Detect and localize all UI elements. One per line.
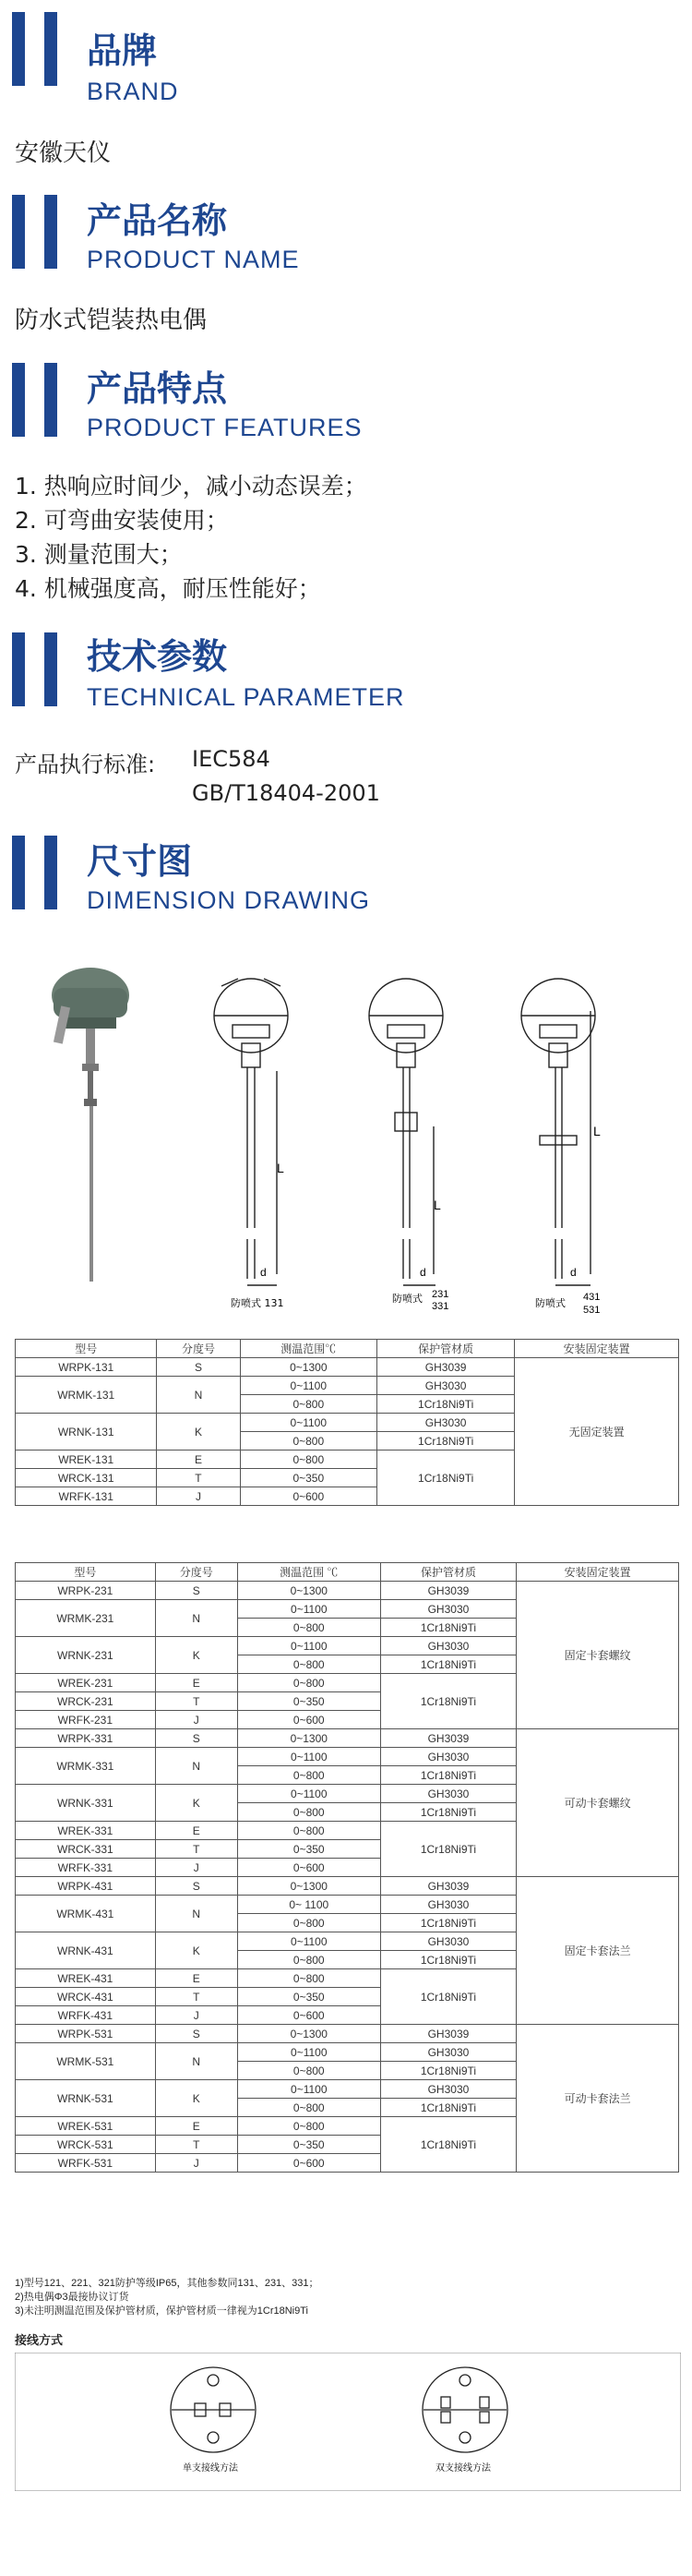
feature-list — [15, 469, 367, 606]
col-header: 保护管材质 — [380, 1563, 516, 1582]
accent-bar — [12, 836, 25, 909]
section-title-zh: 尺寸图 — [87, 841, 193, 882]
dim-label-d: d — [260, 1266, 267, 1279]
mounting-cell: 可动卡套法兰 — [517, 2025, 679, 2173]
range-cell: 0~1100 — [237, 1600, 380, 1619]
graduation-cell: E — [155, 1969, 237, 1988]
feature-item: 4. 机械强度高，耐压性能好； — [15, 575, 321, 602]
graduation-cell: T — [155, 1988, 237, 2006]
accent-bar — [44, 12, 57, 86]
drawing-231-331 — [369, 979, 443, 1285]
model-cell: WRPK-531 — [16, 2025, 156, 2043]
accent-bar — [44, 195, 57, 269]
range-cell: 0~1100 — [237, 1748, 380, 1766]
graduation-cell: N — [155, 1600, 237, 1637]
accent-bar — [44, 632, 57, 706]
range-cell: 0~1300 — [237, 1877, 380, 1896]
drawing-131 — [214, 979, 288, 1285]
spec-table-231-531 — [15, 1562, 679, 2173]
section-title-zh: 产品名称 — [87, 200, 228, 241]
model-cell: WRCK-231 — [16, 1692, 156, 1711]
material-cell: 1Cr18Ni9Ti — [380, 1674, 516, 1729]
graduation-cell: S — [155, 1877, 237, 1896]
dim-label-L: L — [593, 1124, 601, 1138]
graduation-cell: J — [155, 1711, 237, 1729]
col-header: 测温范围℃ — [240, 1340, 377, 1358]
graduation-cell: N — [157, 1377, 240, 1414]
material-cell: 1Cr18Ni9Ti — [380, 1655, 516, 1674]
drawing-caption: 防喷式 — [535, 1297, 566, 1309]
range-cell: 0~1100 — [240, 1377, 377, 1395]
material-cell: GH3030 — [380, 2043, 516, 2062]
spec-table-131 — [15, 1339, 679, 1506]
section-title-en: PRODUCT FEATURES — [87, 414, 363, 441]
material-cell: GH3030 — [377, 1377, 515, 1395]
model-cell: WRPK-431 — [16, 1877, 156, 1896]
graduation-cell: E — [157, 1451, 240, 1469]
range-cell: 0~1100 — [237, 2043, 380, 2062]
accent-bar — [12, 12, 25, 86]
range-cell: 0~600 — [237, 1711, 380, 1729]
graduation-cell: J — [155, 2154, 237, 2173]
model-cell: WRCK-531 — [16, 2136, 156, 2154]
model-cell: WRFK-131 — [16, 1487, 157, 1506]
graduation-cell: T — [155, 1692, 237, 1711]
graduation-cell: N — [155, 2043, 237, 2080]
range-cell: 0~1100 — [240, 1414, 377, 1432]
col-header: 保护管材质 — [377, 1340, 515, 1358]
dim-label-d: d — [570, 1266, 577, 1279]
range-cell: 0~1300 — [237, 2025, 380, 2043]
range-cell: 0~800 — [240, 1395, 377, 1414]
range-cell: 0~800 — [237, 2117, 380, 2136]
material-cell: GH3039 — [380, 2025, 516, 2043]
material-cell: 1Cr18Ni9Ti — [380, 1822, 516, 1877]
range-cell: 0~1100 — [237, 2080, 380, 2099]
material-cell: 1Cr18Ni9Ti — [380, 1619, 516, 1637]
range-cell: 0~600 — [237, 2154, 380, 2173]
range-cell: 0~800 — [237, 1619, 380, 1637]
drawing-caption: 331 — [432, 1301, 449, 1312]
range-cell: 0~800 — [237, 1822, 380, 1840]
graduation-cell: J — [155, 1859, 237, 1877]
table-row — [16, 1358, 679, 1377]
range-cell: 0~1100 — [237, 1785, 380, 1803]
feature-item: 2. 可弯曲安装使用； — [15, 507, 229, 534]
notes — [15, 2277, 319, 2318]
col-header: 型号 — [16, 1340, 157, 1358]
section-title-zh: 产品特点 — [87, 368, 228, 409]
feature-item: 1. 热响应时间少，减小动态误差； — [15, 473, 367, 500]
model-cell: WRFK-331 — [16, 1859, 156, 1877]
graduation-cell: K — [155, 1637, 237, 1674]
graduation-cell: T — [155, 1840, 237, 1859]
model-cell: WRNK-131 — [16, 1414, 157, 1451]
model-cell: WREK-231 — [16, 1674, 156, 1692]
accent-bar — [44, 363, 57, 437]
table-row — [16, 1582, 679, 1600]
double-wiring-drawing — [423, 2367, 507, 2452]
material-cell: 1Cr18Ni9Ti — [380, 1803, 516, 1822]
material-cell: GH3039 — [380, 1729, 516, 1748]
range-cell: 0~800 — [240, 1432, 377, 1451]
model-cell: WRFK-531 — [16, 2154, 156, 2173]
model-cell: WRPK-231 — [16, 1582, 156, 1600]
material-cell: 1Cr18Ni9Ti — [377, 1395, 515, 1414]
material-cell: 1Cr18Ni9Ti — [380, 1969, 516, 2025]
model-cell: WRCK-331 — [16, 1840, 156, 1859]
drawing-caption: 防喷式 — [392, 1293, 423, 1305]
model-cell: WREK-331 — [16, 1822, 156, 1840]
section-title-en: DIMENSION DRAWING — [87, 886, 370, 914]
graduation-cell: K — [155, 1785, 237, 1822]
model-cell: WRMK-531 — [16, 2043, 156, 2080]
model-cell: WRCK-431 — [16, 1988, 156, 2006]
section-title-en: BRAND — [87, 78, 179, 105]
material-cell: GH3039 — [377, 1358, 515, 1377]
model-cell: WRMK-431 — [16, 1896, 156, 1932]
col-header: 分度号 — [155, 1563, 237, 1582]
material-cell: 1Cr18Ni9Ti — [380, 2062, 516, 2080]
graduation-cell: N — [155, 1748, 237, 1785]
feature-item: 3. 测量范围大； — [15, 541, 183, 568]
graduation-cell: N — [155, 1896, 237, 1932]
model-cell: WRNK-531 — [16, 2080, 156, 2117]
material-cell: 1Cr18Ni9Ti — [380, 2117, 516, 2173]
material-cell: 1Cr18Ni9Ti — [377, 1432, 515, 1451]
standard-value: GB/T18404-2001 — [192, 780, 380, 806]
material-cell: 1Cr18Ni9Ti — [380, 1951, 516, 1969]
model-cell: WRMK-131 — [16, 1377, 157, 1414]
drawing-caption: 431 — [583, 1292, 601, 1303]
model-cell: WRPK-131 — [16, 1358, 157, 1377]
range-cell: 0~600 — [237, 2006, 380, 2025]
range-cell: 0~1100 — [237, 1932, 380, 1951]
range-cell: 0~800 — [237, 1766, 380, 1785]
material-cell: GH3030 — [380, 1600, 516, 1619]
standard-value: IEC584 — [192, 746, 270, 772]
range-cell: 0~600 — [240, 1487, 377, 1506]
note-item: 2)热电偶Φ3最接协议订货 — [15, 2292, 129, 2303]
material-cell: GH3030 — [380, 2080, 516, 2099]
material-cell: GH3030 — [380, 1785, 516, 1803]
dimension-drawing — [0, 951, 692, 1320]
graduation-cell: J — [155, 2006, 237, 2025]
note-item: 1)型号121、221、321防护等级IP65，其他参数同131、231、331； — [15, 2278, 319, 2289]
product-photo — [52, 968, 129, 1282]
wiring-diagram — [15, 2353, 681, 2491]
single-wiring-label: 单支接线方法 — [183, 2463, 238, 2474]
graduation-cell: S — [155, 1582, 237, 1600]
accent-bar — [12, 632, 25, 706]
drawing-431-531 — [521, 979, 595, 1285]
graduation-cell: E — [155, 2117, 237, 2136]
model-cell: WREK-531 — [16, 2117, 156, 2136]
range-cell: 0~800 — [237, 1951, 380, 1969]
section-title-zh: 品牌 — [87, 30, 158, 71]
graduation-cell: T — [155, 2136, 237, 2154]
range-cell: 0~600 — [237, 1859, 380, 1877]
range-cell: 0~800 — [237, 1655, 380, 1674]
dim-label-L: L — [434, 1198, 441, 1212]
range-cell: 0~350 — [240, 1469, 377, 1487]
model-cell: WRNK-431 — [16, 1932, 156, 1969]
graduation-cell: E — [155, 1674, 237, 1692]
range-cell: 0~1300 — [240, 1358, 377, 1377]
wiring-title: 接线方式 — [15, 2334, 64, 2348]
accent-bar — [12, 195, 25, 269]
range-cell: 0~800 — [240, 1451, 377, 1469]
range-cell: 0~800 — [237, 1914, 380, 1932]
drawing-caption: 531 — [583, 1305, 601, 1316]
col-header: 型号 — [16, 1563, 156, 1582]
model-cell: WRMK-331 — [16, 1748, 156, 1785]
section-title-en: PRODUCT NAME — [87, 246, 300, 273]
material-cell: GH3030 — [380, 1637, 516, 1655]
col-header: 安装固定装置 — [517, 1563, 679, 1582]
double-wiring-label: 双支接线方法 — [435, 2463, 491, 2474]
material-cell: 1Cr18Ni9Ti — [380, 1914, 516, 1932]
range-cell: 0~800 — [237, 2099, 380, 2117]
drawing-caption: 防喷式 131 — [231, 1297, 284, 1309]
range-cell: 0~800 — [237, 1969, 380, 1988]
range-cell: 0~ 1100 — [237, 1896, 380, 1914]
range-cell: 0~1100 — [237, 1637, 380, 1655]
graduation-cell: S — [157, 1358, 240, 1377]
mounting-cell: 固定卡套法兰 — [517, 1877, 679, 2025]
model-cell: WRCK-131 — [16, 1469, 157, 1487]
accent-bar — [12, 363, 25, 437]
graduation-cell: J — [157, 1487, 240, 1506]
table-row — [16, 1729, 679, 1748]
standard-label: 产品执行标准: — [15, 752, 156, 777]
range-cell: 0~350 — [237, 2136, 380, 2154]
material-cell: GH3039 — [380, 1582, 516, 1600]
model-cell: WRMK-231 — [16, 1600, 156, 1637]
range-cell: 0~350 — [237, 1988, 380, 2006]
graduation-cell: T — [157, 1469, 240, 1487]
range-cell: 0~1300 — [237, 1729, 380, 1748]
mounting-cell: 无固定装置 — [515, 1358, 679, 1506]
section-title-zh: 技术参数 — [87, 636, 228, 677]
graduation-cell: S — [155, 1729, 237, 1748]
material-cell: GH3039 — [380, 1877, 516, 1896]
range-cell: 0~800 — [237, 1803, 380, 1822]
col-header: 分度号 — [157, 1340, 240, 1358]
graduation-cell: K — [155, 2080, 237, 2117]
model-cell: WRNK-331 — [16, 1785, 156, 1822]
note-item: 3)未注明测温范围及保护管材质，保护管材质一律视为1Cr18Ni9Ti — [15, 2305, 308, 2317]
table-row — [16, 1877, 679, 1896]
model-cell: WREK-431 — [16, 1969, 156, 1988]
graduation-cell: K — [157, 1414, 240, 1451]
material-cell: GH3030 — [380, 1748, 516, 1766]
material-cell: GH3030 — [380, 1932, 516, 1951]
range-cell: 0~1300 — [237, 1582, 380, 1600]
dim-label-d: d — [420, 1266, 426, 1279]
material-cell: 1Cr18Ni9Ti — [380, 2099, 516, 2117]
dim-label-L: L — [277, 1161, 284, 1175]
graduation-cell: S — [155, 2025, 237, 2043]
model-cell: WRPK-331 — [16, 1729, 156, 1748]
brand-value: 安徽天仪 — [15, 139, 112, 167]
material-cell: 1Cr18Ni9Ti — [377, 1451, 515, 1506]
material-cell: GH3030 — [380, 1896, 516, 1914]
model-cell: WREK-131 — [16, 1451, 157, 1469]
section-title-en: TECHNICAL PARAMETER — [87, 683, 405, 711]
range-cell: 0~350 — [237, 1692, 380, 1711]
model-cell: WRFK-231 — [16, 1711, 156, 1729]
material-cell: GH3030 — [377, 1414, 515, 1432]
model-cell: WRNK-231 — [16, 1637, 156, 1674]
col-header: 安装固定装置 — [515, 1340, 679, 1358]
col-header: 测温范围 ℃ — [237, 1563, 380, 1582]
mounting-cell: 可动卡套螺纹 — [517, 1729, 679, 1877]
range-cell: 0~800 — [237, 1674, 380, 1692]
material-cell: 1Cr18Ni9Ti — [380, 1766, 516, 1785]
model-cell: WRFK-431 — [16, 2006, 156, 2025]
accent-bar — [44, 836, 57, 909]
range-cell: 0~350 — [237, 1840, 380, 1859]
single-wiring-drawing — [171, 2367, 256, 2452]
graduation-cell: K — [155, 1932, 237, 1969]
mounting-cell: 固定卡套螺纹 — [517, 1582, 679, 1729]
drawing-caption: 231 — [432, 1289, 449, 1300]
product-name-value: 防水式铠装热电偶 — [15, 307, 208, 334]
table-row — [16, 2025, 679, 2043]
graduation-cell: E — [155, 1822, 237, 1840]
range-cell: 0~800 — [237, 2062, 380, 2080]
